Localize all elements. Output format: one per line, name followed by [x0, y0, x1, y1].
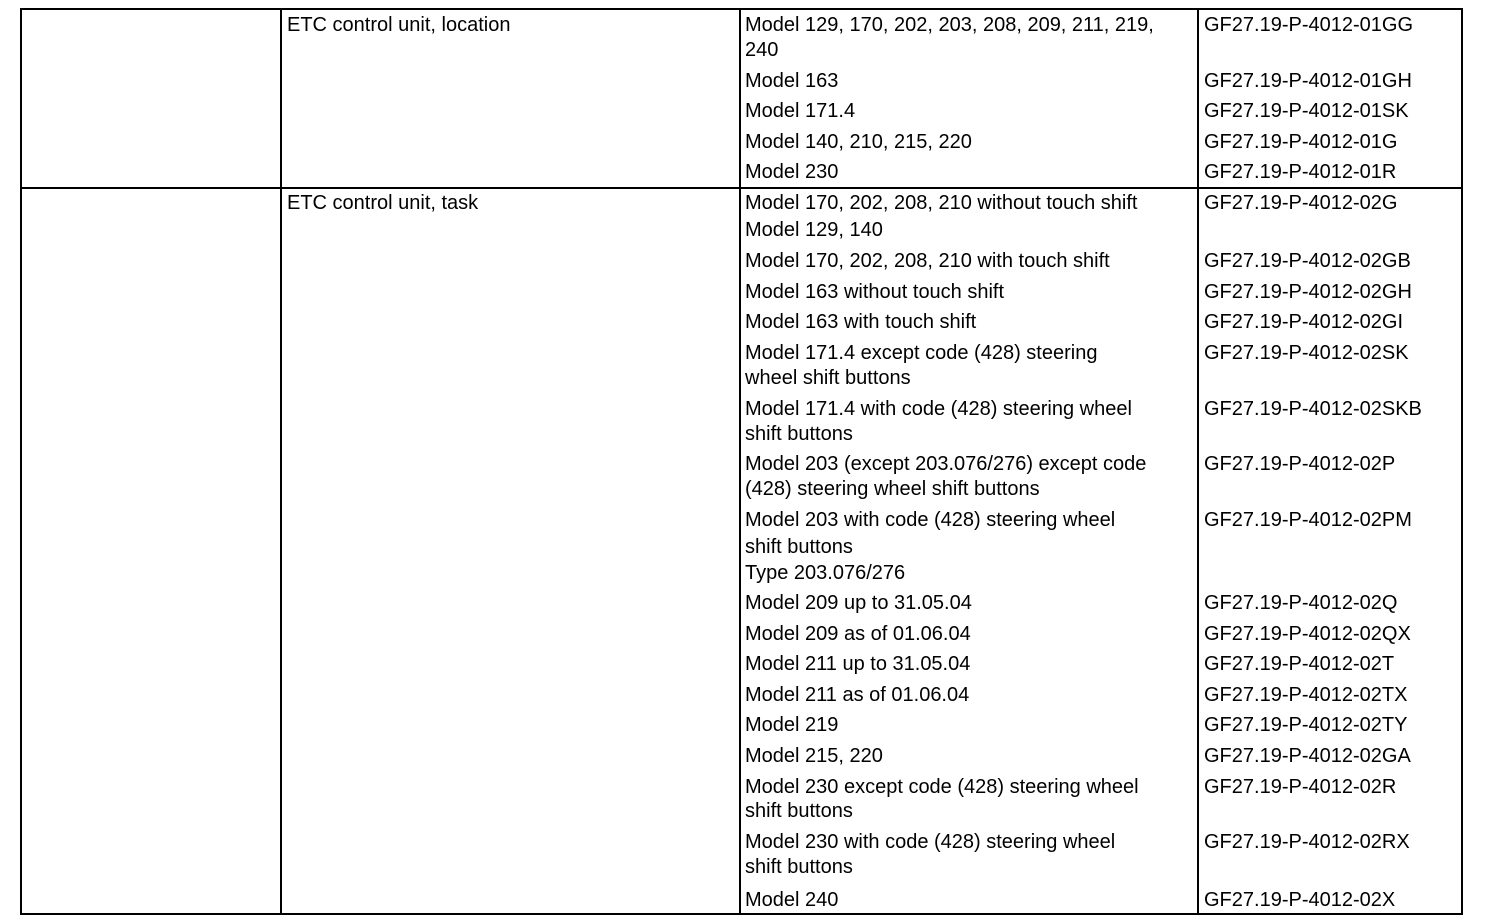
- reference-cell: GF27.19-P-4012-01GG: [1204, 14, 1413, 36]
- table-bottom-border: [20, 913, 1463, 915]
- model-cell: Model 140, 210, 215, 220: [745, 131, 972, 153]
- reference-cell: GF27.19-P-4012-02GH: [1204, 281, 1412, 303]
- reference-cell: GF27.19-P-4012-02T: [1204, 653, 1395, 675]
- reference-cell: GF27.19-P-4012-02X: [1204, 889, 1396, 911]
- model-cell: Model 209 as of 01.06.04: [745, 623, 971, 645]
- reference-cell: GF27.19-P-4012-02GA: [1204, 745, 1411, 767]
- model-cell: Model 203 (except 203.076/276) except code: [745, 453, 1147, 475]
- model-cell: Model 240: [745, 889, 839, 911]
- model-cell: Model 129, 140: [745, 219, 883, 241]
- model-cell: shift buttons: [745, 800, 853, 822]
- reference-cell: GF27.19-P-4012-02Q: [1204, 592, 1398, 614]
- model-cell: 240: [745, 39, 779, 61]
- model-cell: wheel shift buttons: [745, 367, 911, 389]
- model-cell: Model 163 without touch shift: [745, 281, 1005, 303]
- model-cell: Model 230: [745, 161, 839, 183]
- model-cell: Model 211 up to 31.05.04: [745, 653, 971, 675]
- reference-cell: GF27.19-P-4012-02R: [1204, 776, 1397, 798]
- model-cell: Model 170, 202, 208, 210 without touch shift: [745, 192, 1138, 214]
- model-cell: Type 203.076/276: [745, 562, 906, 584]
- model-cell: Model 219: [745, 714, 839, 736]
- reference-cell: GF27.19-P-4012-02QX: [1204, 623, 1411, 645]
- model-cell: shift buttons: [745, 423, 853, 445]
- reference-cell: GF27.19-P-4012-01GH: [1204, 70, 1412, 92]
- row-divider: [20, 187, 1463, 189]
- reference-cell: GF27.19-P-4012-02PM: [1204, 509, 1412, 531]
- reference-cell: GF27.19-P-4012-01SK: [1204, 100, 1409, 122]
- model-cell: Model 203 with code (428) steering wheel: [745, 509, 1116, 531]
- model-cell: Model 171.4: [745, 100, 856, 122]
- table-top-border: [20, 8, 1463, 10]
- reference-cell: GF27.19-P-4012-02SK: [1204, 342, 1409, 364]
- model-cell: Model 163: [745, 70, 839, 92]
- reference-cell: GF27.19-P-4012-02P: [1204, 453, 1396, 475]
- model-cell: Model 230 except code (428) steering wheel: [745, 776, 1139, 798]
- model-cell: Model 209 up to 31.05.04: [745, 592, 972, 614]
- reference-cell: GF27.19-P-4012-02RX: [1204, 831, 1410, 853]
- model-cell: (428) steering wheel shift buttons: [745, 478, 1040, 500]
- column-divider-2: [739, 8, 741, 915]
- reference-cell: GF27.19-P-4012-02SKB: [1204, 398, 1422, 420]
- reference-cell: GF27.19-P-4012-02TX: [1204, 684, 1408, 706]
- topic-location: ETC control unit, location: [287, 14, 511, 36]
- reference-cell: GF27.19-P-4012-01R: [1204, 161, 1397, 183]
- column-divider-1: [280, 8, 282, 915]
- reference-cell: GF27.19-P-4012-02GB: [1204, 250, 1411, 272]
- model-cell: Model 211 as of 01.06.04: [745, 684, 970, 706]
- table-left-border: [20, 8, 22, 915]
- model-cell: Model 171.4 with code (428) steering wheel: [745, 398, 1132, 420]
- reference-cell: GF27.19-P-4012-02G: [1204, 192, 1398, 214]
- model-cell: Model 230 with code (428) steering wheel: [745, 831, 1116, 853]
- model-cell: Model 129, 170, 202, 203, 208, 209, 211, 219,: [745, 14, 1154, 36]
- model-cell: shift buttons: [745, 856, 853, 878]
- column-divider-3: [1197, 8, 1199, 915]
- topic-task: ETC control unit, task: [287, 192, 479, 214]
- model-cell: Model 171.4 except code (428) steering: [745, 342, 1098, 364]
- table-right-border: [1461, 8, 1463, 915]
- model-cell: Model 215, 220: [745, 745, 883, 767]
- model-cell: Model 163 with touch shift: [745, 311, 977, 333]
- reference-cell: GF27.19-P-4012-02GI: [1204, 311, 1403, 333]
- reference-cell: GF27.19-P-4012-02TY: [1204, 714, 1408, 736]
- model-cell: Model 170, 202, 208, 210 with touch shift: [745, 250, 1110, 272]
- reference-cell: GF27.19-P-4012-01G: [1204, 131, 1398, 153]
- model-cell: shift buttons: [745, 536, 853, 558]
